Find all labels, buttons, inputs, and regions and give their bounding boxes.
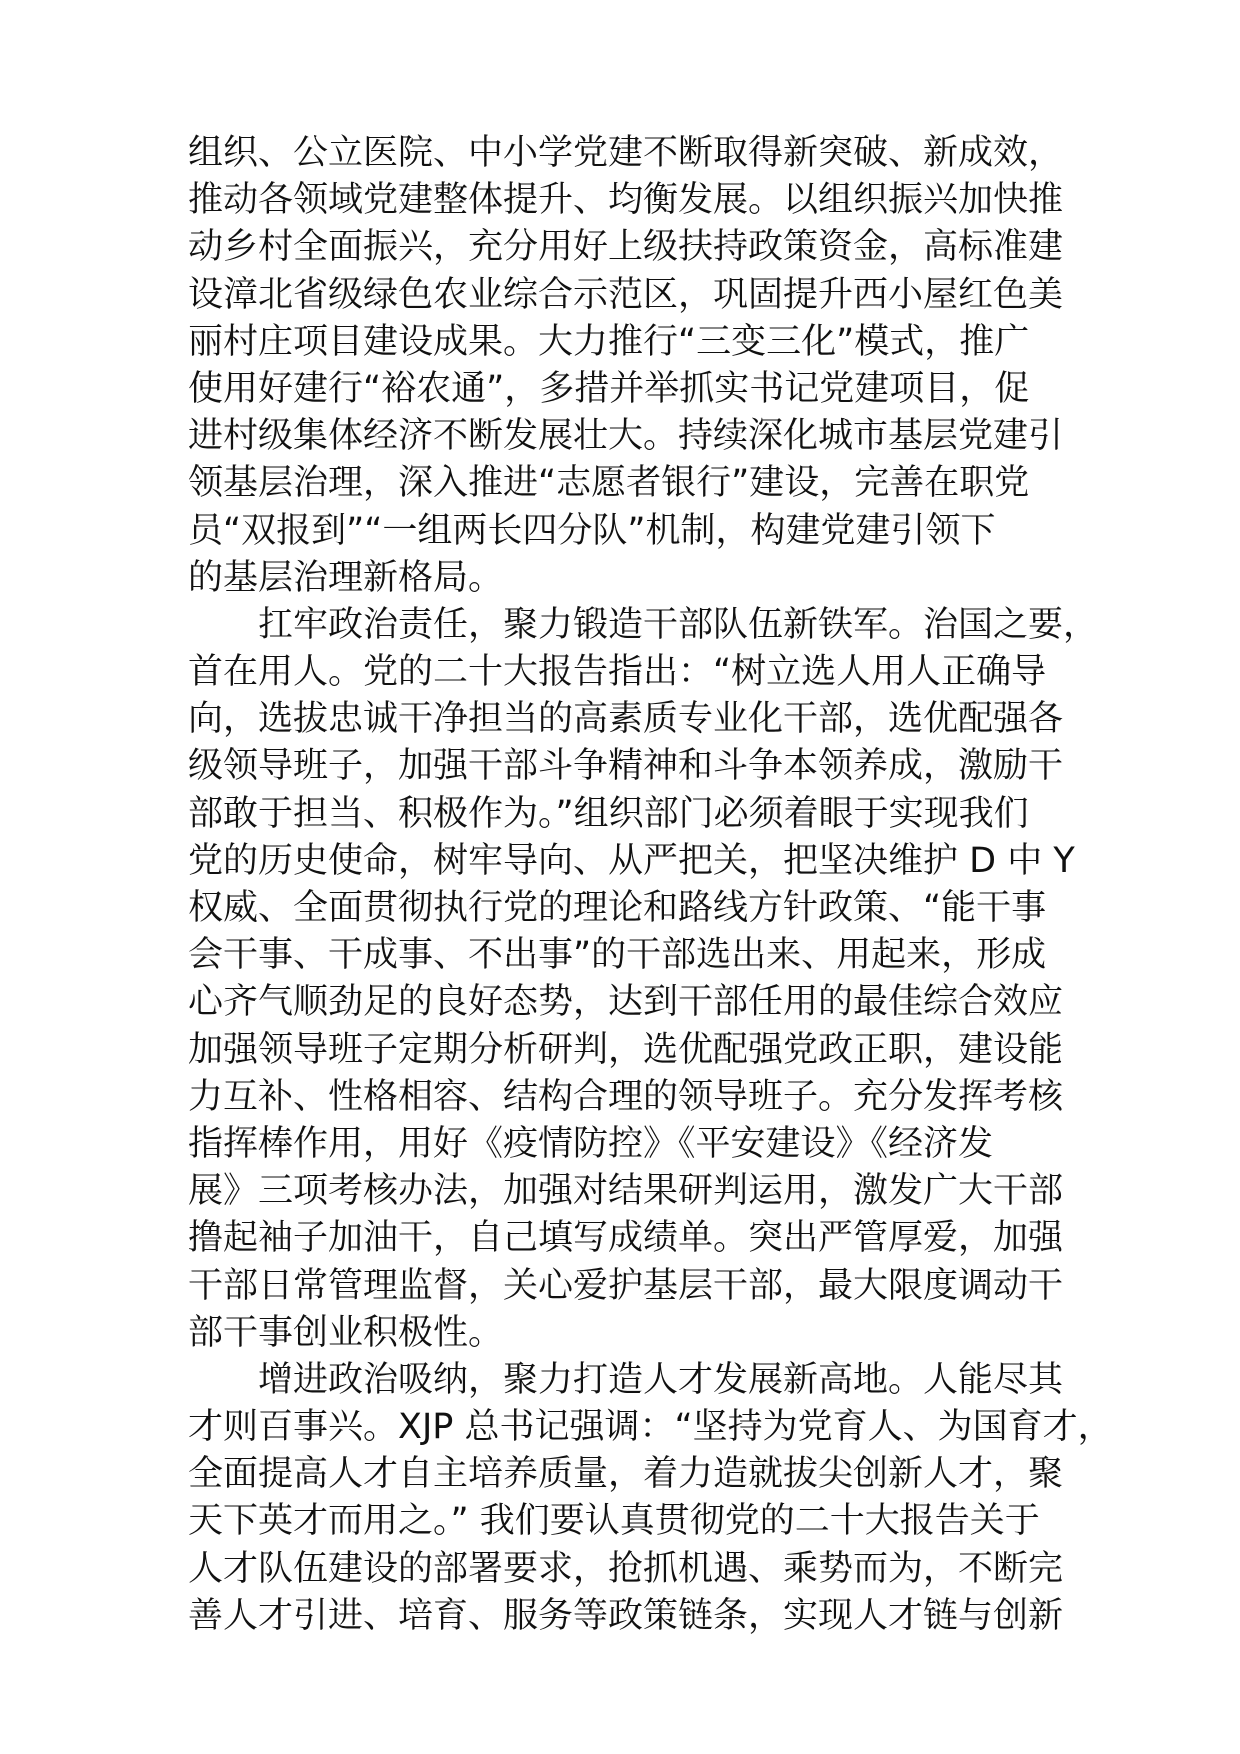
text-line: 指挥棒作用，用好《疫情防控》《平安建设》《经济发 bbox=[188, 1123, 994, 1164]
text-line: 增进政治吸纳，聚力打造人才发展新高地。人能尽其 bbox=[188, 1359, 1064, 1400]
text-line: 向，选拔忠诚干净担当的高素质专业化干部，选优配强各 bbox=[188, 699, 1064, 740]
text-line: 员“双报到”“一组两长四分队”机制，构建党建引领下 bbox=[188, 510, 996, 551]
text-line: 组织、公立医院、中小学党建不断取得新突破、新成效， bbox=[188, 133, 1064, 173]
text-line: 的基层治理新格局。 bbox=[188, 557, 504, 598]
text-line: 使用好建行“裕农通”，多措并举抓实书记党建项目，促 bbox=[188, 368, 1030, 409]
text-line: 权威、全面贯彻执行党的理论和路线方针政策、“能干事 bbox=[188, 888, 1047, 928]
text-line: 加强领导班子定期分析研判，选优配强党政正职，建设能 bbox=[188, 1029, 1064, 1070]
text-line: 天下英才而用之。” 我们要认真贯彻党的二十大报告关于 bbox=[188, 1501, 1040, 1542]
text-line: 展》三项考核办法，加强对结果研判运用，激发广大干部 bbox=[188, 1171, 1064, 1212]
text-line: 扛牢政治责任，聚力锻造干部队伍新铁军。治国之要， bbox=[188, 604, 1099, 645]
text-line: 首在用人。党的二十大报告指出：“树立选人用人正确导 bbox=[188, 652, 1047, 693]
text-line: 进村级集体经济不断发展壮大。持续深化城市基层党建引 bbox=[188, 416, 1064, 457]
text-line: 全面提高人才自主培养质量，着力造就拔尖创新人才，聚 bbox=[188, 1454, 1064, 1495]
text-line: 才则百事兴。XJP 总书记强调：“坚持为党育人、为国育才， bbox=[188, 1407, 1113, 1448]
text-line: 动乡村全面振兴，充分用好上级扶持政策资金，高标准建 bbox=[188, 227, 1064, 268]
text-line: 推动各领域党建整体提升、均衡发展。以组织振兴加快推 bbox=[188, 180, 1064, 221]
text-line: 干部日常管理监督，关心爱护基层干部，最大限度调动干 bbox=[188, 1265, 1064, 1306]
text-line: 部敢于担当、积极作为。”组织部门必须着眼于实现我们 bbox=[188, 793, 1029, 834]
text-line: 部干事创业积极性。 bbox=[188, 1312, 504, 1353]
text-line: 心齐气顺劲足的良好态势，达到干部任用的最佳综合效应 bbox=[188, 982, 1064, 1023]
text-line: 力互补、性格相容、结构合理的领导班子。充分发挥考核 bbox=[188, 1076, 1064, 1117]
text-line: 领基层治理，深入推进“志愿者银行”建设，完善在职党 bbox=[188, 463, 1030, 504]
text-line: 丽村庄项目建设成果。大力推行“三变三化”模式，推广 bbox=[188, 321, 1030, 362]
text-line: 撸起袖子加油干，自己填写成绩单。突出严管厚爱，加强 bbox=[188, 1218, 1064, 1259]
text-line: 级领导班子，加强干部斗争精神和斗争本领养成，激励干 bbox=[188, 746, 1064, 787]
text-line: 会干事、干成事、不出事”的干部选出来、用起来，形成 bbox=[188, 935, 1047, 976]
text-line: 人才队伍建设的部署要求，抢抓机遇、乘势而为，不断完 bbox=[188, 1548, 1064, 1589]
body-text bbox=[188, 130, 1113, 1640]
text-line: 党的历史使命，树牢导向、从严把关，把坚决维护 D 中 Y bbox=[188, 840, 1075, 881]
text-line: 善人才引进、培育、服务等政策链条，实现人才链与创新 bbox=[188, 1595, 1064, 1636]
text-line: 设漳北省级绿色农业综合示范区，巩固提升西小屋红色美 bbox=[188, 274, 1064, 315]
